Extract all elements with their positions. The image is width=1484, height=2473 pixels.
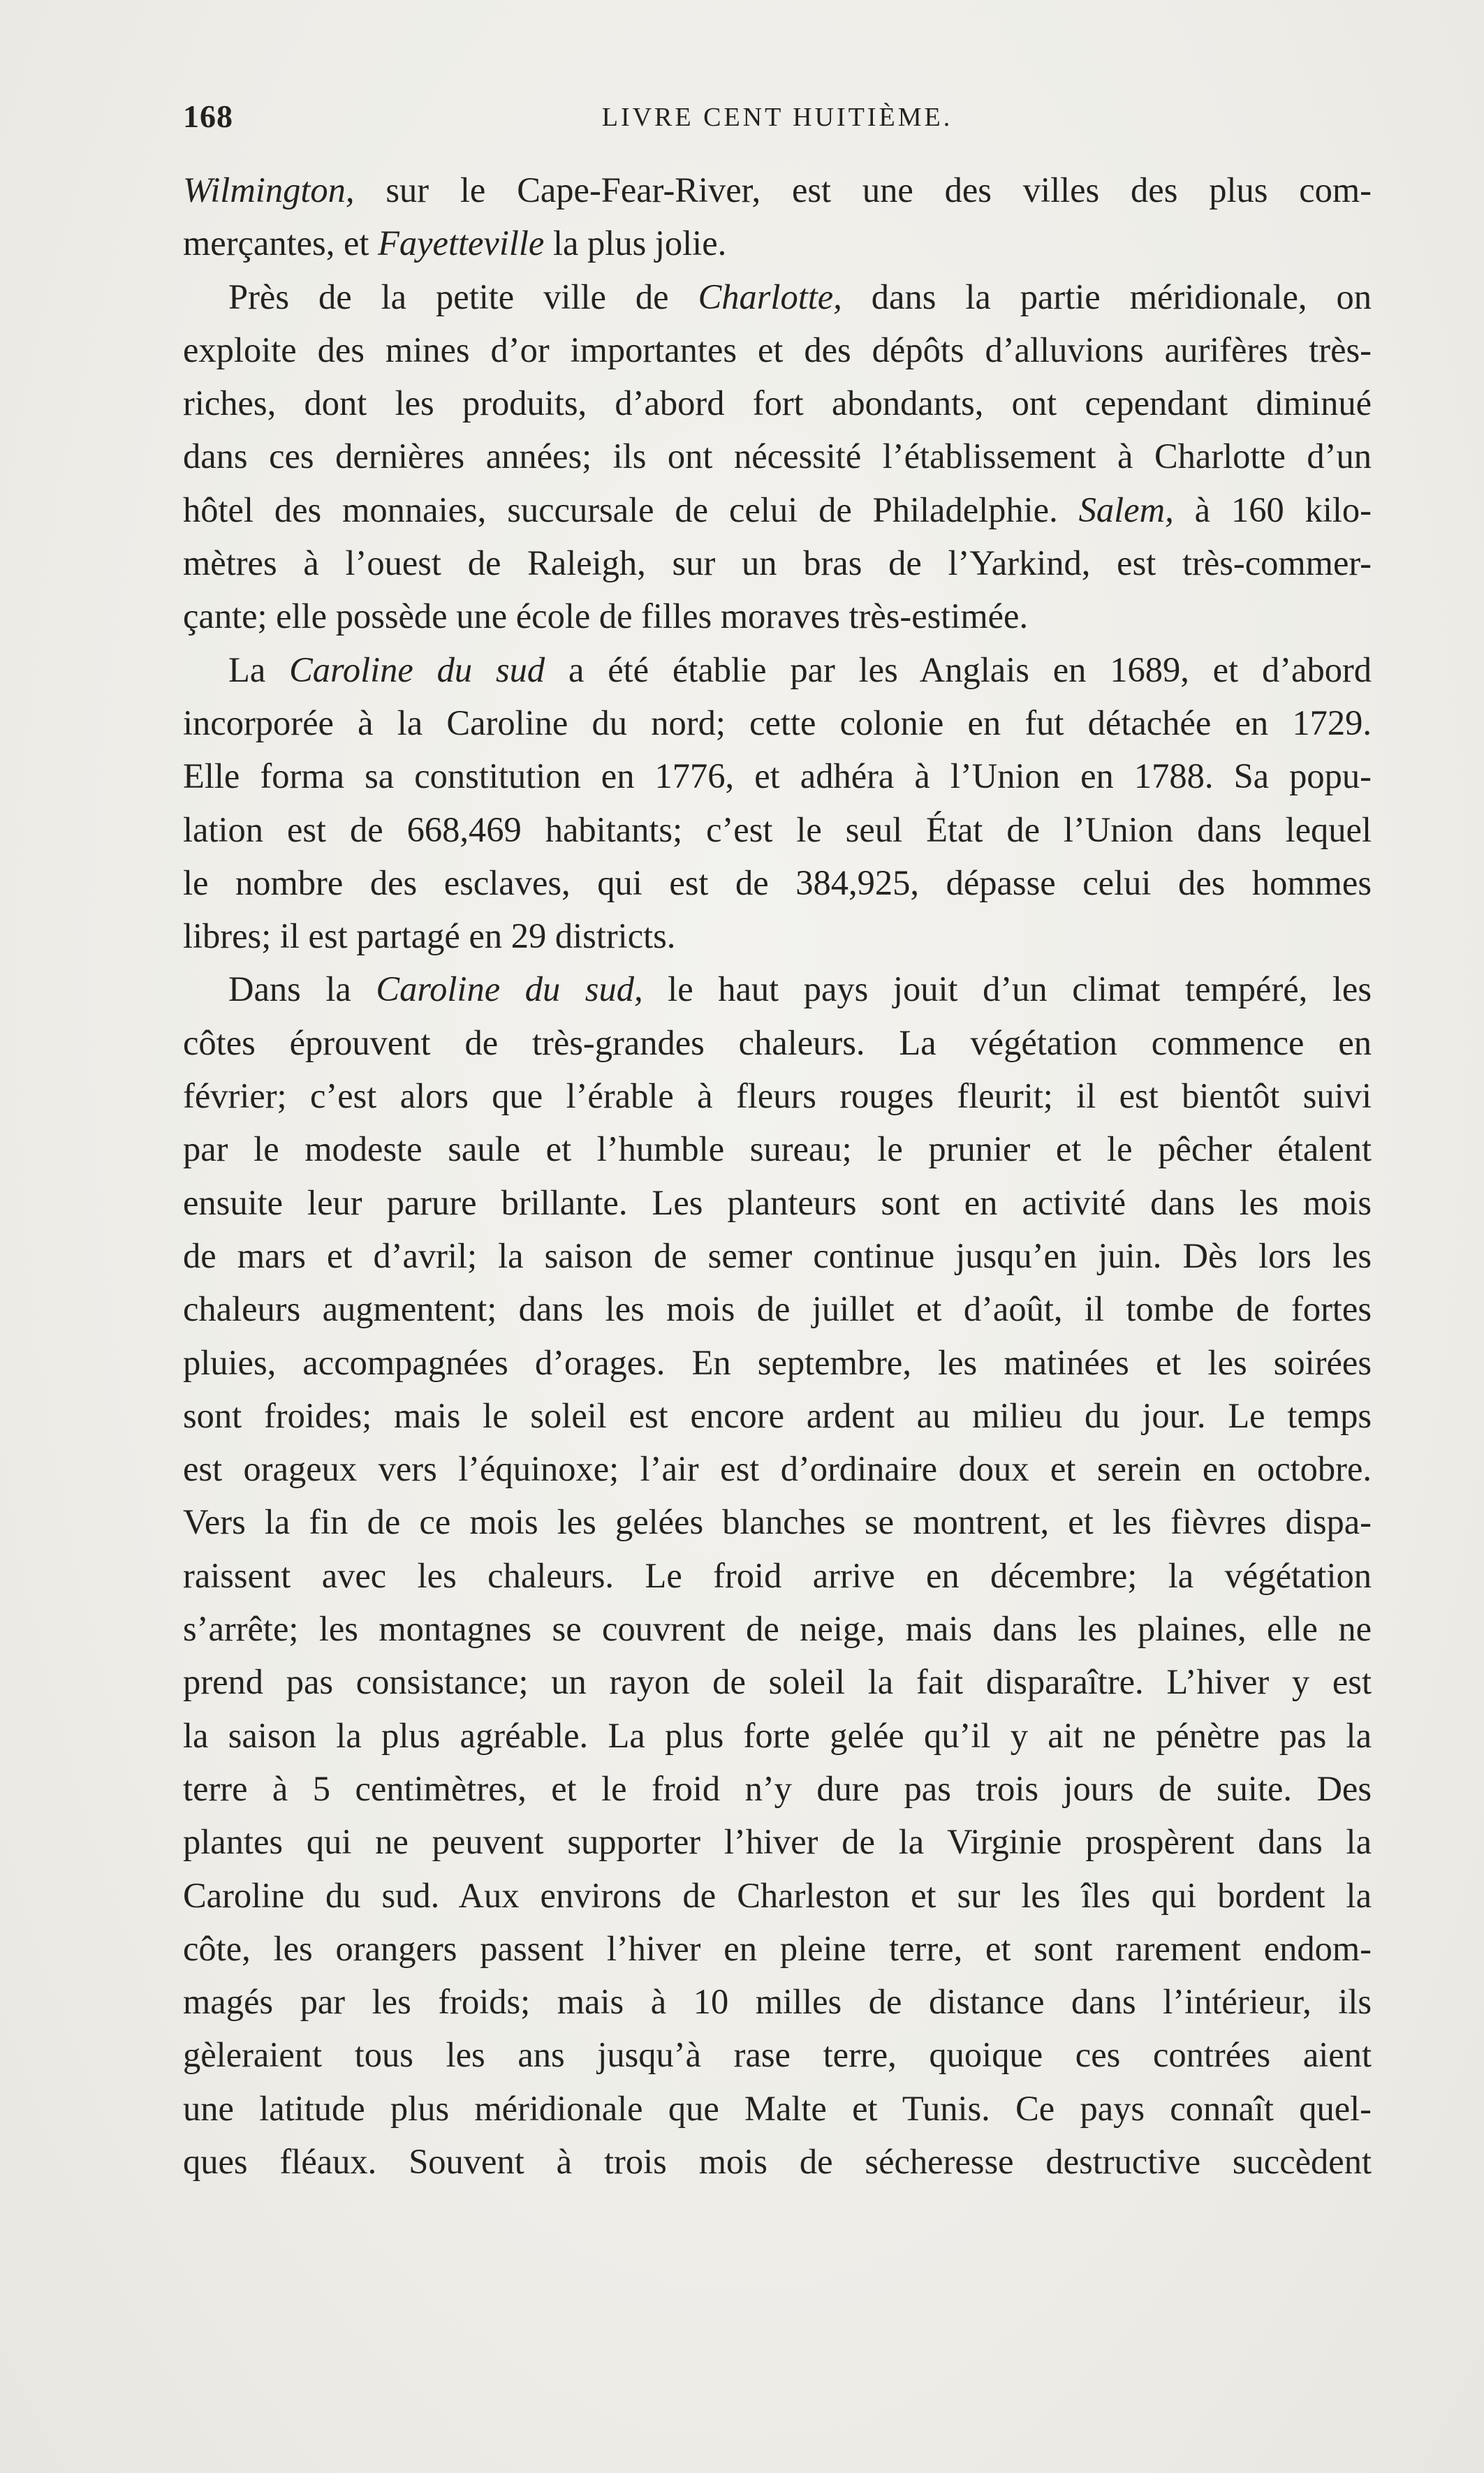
text-line: [183, 696, 1372, 749]
text-segment: libres; il est partagé en 29 districts.: [183, 916, 676, 956]
text-segment: riches, dont les produits, d’abord fort abondants, ont cependant diminué: [183, 383, 1372, 423]
text-segment: incorporée à la Caroline du nord; cette colonie en fut détachée en 1729.: [183, 703, 1372, 742]
text-segment: a été établie par les Anglais en 1689, et d’abord: [545, 650, 1372, 689]
text-segment: Elle forma sa constitution en 1776, et adhéra à l’Union en 1788. Sa popu-: [183, 756, 1372, 796]
text-line: [183, 1389, 1372, 1442]
text-segment: côtes éprouvent de très-grandes chaleurs. La végétation commence en: [183, 1022, 1372, 1062]
italic-text-segment: Caroline du sud: [289, 650, 545, 689]
text-segment: à 160 kilo-: [1173, 490, 1372, 529]
text-segment: côte, les orangers passent l’hiver en pleine terre, et sont rarement endom-: [183, 1928, 1372, 1968]
text-line: [183, 909, 1372, 962]
text-line: [183, 536, 1372, 589]
italic-text-segment: Salem,: [1078, 490, 1174, 529]
text-segment: plantes qui ne peuvent supporter l’hiver de la Virginie prospèrent dans la: [183, 1822, 1372, 1862]
text-segment: sur le Cape-Fear-River, est une des villes des plus com-: [354, 170, 1372, 210]
body-text: [183, 163, 1372, 2188]
text-segment: merçantes, et: [183, 223, 379, 263]
text-segment: chaleurs augmentent; dans les mois de juillet et d’août, il tombe de fortes: [183, 1289, 1372, 1329]
text-segment: ques fléaux. Souvent à trois mois de sécheresse destructive succèdent: [183, 2141, 1372, 2181]
italic-text-segment: Fayetteville: [378, 223, 545, 263]
text-line: [183, 2028, 1372, 2081]
text-segment: sont froides; mais le soleil est encore ardent au milieu du jour. Le temps: [183, 1395, 1372, 1435]
text-segment: la saison la plus agréable. La plus forte gelée qu’il y ait ne pénètre pas la: [183, 1715, 1372, 1755]
text-line: [183, 1336, 1372, 1389]
text-segment: la plus jolie.: [544, 223, 727, 263]
text-segment: est orageux vers l’équinoxe; l’air est d’ordinaire doux et serein en octobre.: [183, 1449, 1372, 1489]
text-segment: le nombre des esclaves, qui est de 384,925, dépasse celui des hommes: [183, 863, 1372, 902]
text-line: [183, 1122, 1372, 1175]
italic-text-segment: Charlotte,: [698, 277, 842, 316]
text-line: [183, 163, 1372, 217]
text-line: [183, 483, 1372, 536]
text-line: [183, 749, 1372, 802]
text-line: [183, 270, 1372, 323]
text-segment: exploite des mines d’or importantes et des dépôts d’alluvions aurifères très-: [183, 330, 1372, 369]
text-line: [183, 323, 1372, 376]
text-segment: une latitude plus méridionale que Malte et Tunis. Ce pays connaît quel-: [183, 2088, 1372, 2128]
text-segment: pluies, accompagnées d’orages. En septembre, les matinées et les soirées: [183, 1342, 1372, 1382]
text-line: [183, 1602, 1372, 1655]
text-segment: février; c’est alors que l’érable à fleurs rouges fleurit; il est bientôt suivi: [183, 1076, 1372, 1116]
page-header: [183, 98, 1372, 154]
text-line: [183, 2082, 1372, 2135]
text-line: [183, 1229, 1372, 1282]
text-line: [183, 1442, 1372, 1495]
text-segment: dans ces dernières années; ils ont nécessité l’établissement à Charlotte d’un: [183, 436, 1372, 476]
text-line: [183, 376, 1372, 430]
text-segment: Vers la fin de ce mois les gelées blanches se montrent, et les fièvres dispa-: [183, 1502, 1372, 1542]
text-line: [183, 1549, 1372, 1602]
text-segment: Près de la petite ville de: [228, 277, 698, 316]
text-segment: gèleraient tous les ans jusqu’à rase terre, quoique ces contrées aient: [183, 2035, 1372, 2075]
text-line: [183, 1815, 1372, 1868]
text-line: [183, 2135, 1372, 2188]
text-segment: raissent avec les chaleurs. Le froid arrive en décembre; la végétation: [183, 1555, 1372, 1595]
text-line: [183, 1709, 1372, 1762]
text-segment: Caroline du sud. Aux environs de Charleston et sur les îles qui bordent la: [183, 1875, 1372, 1915]
text-segment: ensuite leur parure brillante. Les planteurs sont en activité dans les mois: [183, 1182, 1372, 1222]
text-line: [183, 1655, 1372, 1708]
text-line: [183, 1176, 1372, 1229]
text-line: [183, 1762, 1372, 1815]
text-line: [183, 430, 1372, 483]
text-line: [183, 1922, 1372, 1975]
text-segment: de mars et d’avril; la saison de semer continue jusqu’en juin. Dès lors les: [183, 1235, 1372, 1275]
text-segment: lation est de 668,469 habitants; c’est le seul État de l’Union dans lequel: [183, 809, 1372, 849]
text-segment: terre à 5 centimètres, et le froid n’y dure pas trois jours de suite. Des: [183, 1768, 1372, 1808]
text-segment: hôtel des monnaies, succursale de celui de Philadelphie.: [183, 490, 1079, 529]
text-segment: çante; elle possède une école de filles moraves très-estimée.: [183, 596, 1029, 636]
text-line: [183, 1069, 1372, 1122]
text-line: [183, 962, 1372, 1015]
text-segment: s’arrête; les montagnes se couvrent de neige, mais dans les plaines, elle ne: [183, 1609, 1372, 1649]
running-title: LIVRE CENT HUITIÈME.: [601, 103, 953, 132]
text-line: [183, 1016, 1372, 1069]
text-line: [183, 1869, 1372, 1922]
text-line: [183, 589, 1372, 643]
text-line: [183, 1975, 1372, 2028]
text-line: [183, 856, 1372, 909]
text-line: [183, 643, 1372, 696]
text-segment: La: [228, 650, 290, 689]
text-segment: Dans la: [228, 969, 376, 1009]
text-segment: le haut pays jouit d’un climat tempéré, les: [642, 969, 1372, 1009]
text-segment: mètres à l’ouest de Raleigh, sur un bras de l’Yarkind, est très-commer-: [183, 543, 1372, 583]
text-line: [183, 1495, 1372, 1548]
page-number: 168: [183, 98, 233, 134]
italic-text-segment: Wilmington,: [183, 170, 355, 210]
text-segment: magés par les froids; mais à 10 milles de distance dans l’intérieur, ils: [183, 1982, 1372, 2022]
text-segment: par le modeste saule et l’humble sureau; le prunier et le pêcher étalent: [183, 1129, 1372, 1169]
text-line: [183, 803, 1372, 856]
text-segment: prend pas consistance; un rayon de soleil la fait disparaître. L’hiver y est: [183, 1662, 1372, 1702]
text-line: [183, 217, 1372, 270]
text-line: [183, 1282, 1372, 1335]
italic-text-segment: Caroline du sud,: [376, 969, 643, 1009]
text-segment: dans la partie méridionale, on: [842, 277, 1372, 316]
